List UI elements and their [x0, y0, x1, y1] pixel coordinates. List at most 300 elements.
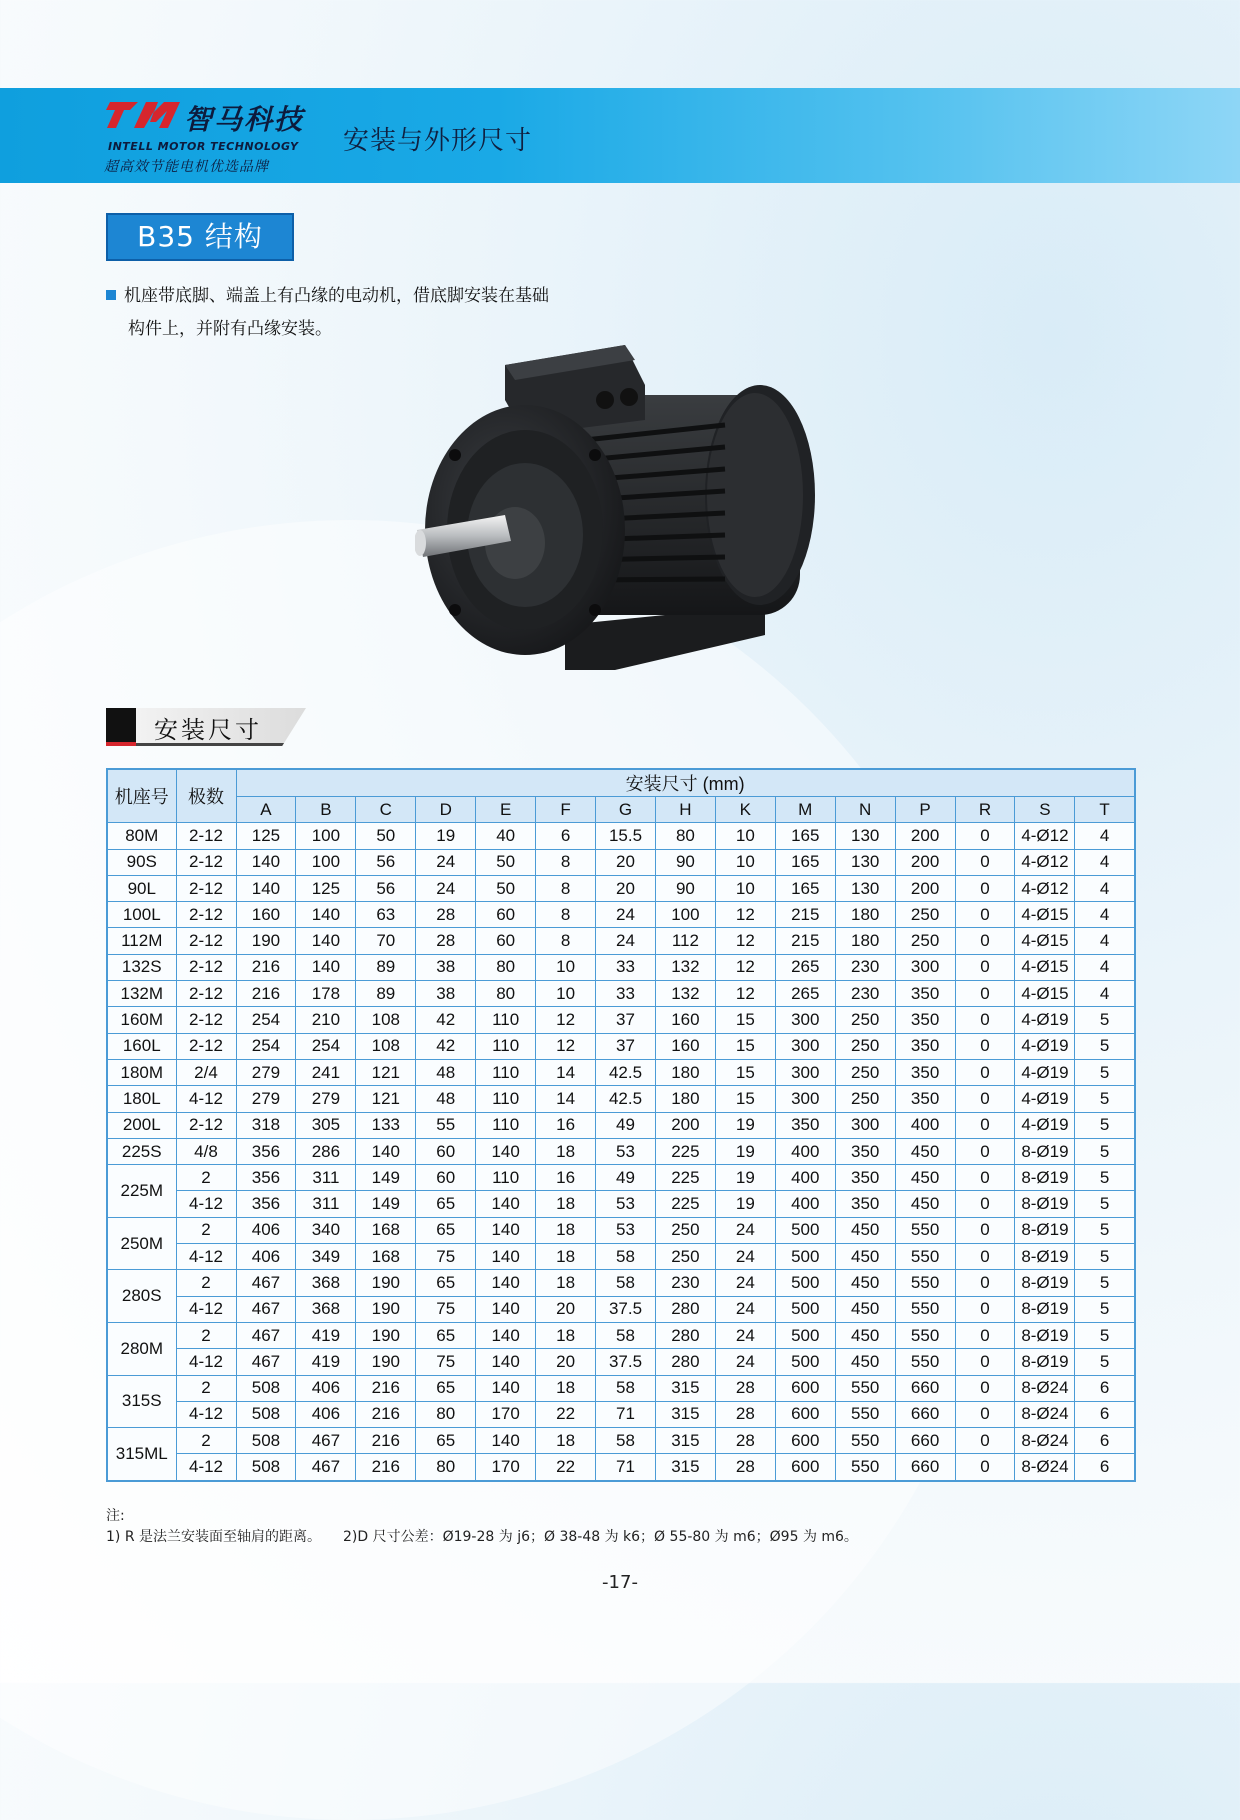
value-cell-B: 467	[296, 1454, 356, 1481]
value-cell-E: 110	[476, 1112, 536, 1138]
value-cell-P: 660	[895, 1401, 955, 1427]
column-header-R: R	[955, 797, 1015, 823]
value-cell-R: 0	[955, 1244, 1015, 1270]
value-cell-A: 254	[236, 1007, 296, 1033]
value-cell-P: 400	[895, 1112, 955, 1138]
table-row	[107, 1112, 1135, 1138]
poles-cell: 2-12	[176, 849, 236, 875]
value-cell-T: 6	[1075, 1428, 1135, 1454]
value-cell-K: 24	[715, 1270, 775, 1296]
value-cell-P: 200	[895, 823, 955, 849]
value-cell-F: 20	[536, 1296, 596, 1322]
value-cell-M: 500	[775, 1349, 835, 1375]
value-cell-D: 42	[416, 1007, 476, 1033]
value-cell-T: 5	[1075, 1270, 1135, 1296]
value-cell-T: 6	[1075, 1375, 1135, 1401]
column-header-H: H	[655, 797, 715, 823]
value-cell-A: 190	[236, 928, 296, 954]
value-cell-T: 5	[1075, 1296, 1135, 1322]
value-cell-K: 24	[715, 1244, 775, 1270]
value-cell-M: 300	[775, 1033, 835, 1059]
table-body	[107, 823, 1135, 1481]
value-cell-F: 12	[536, 1033, 596, 1059]
value-cell-P: 660	[895, 1375, 955, 1401]
value-cell-D: 28	[416, 902, 476, 928]
value-cell-C: 190	[356, 1349, 416, 1375]
value-cell-R: 0	[955, 928, 1015, 954]
value-cell-R: 0	[955, 1191, 1015, 1217]
value-cell-A: 160	[236, 902, 296, 928]
value-cell-D: 55	[416, 1112, 476, 1138]
value-cell-A: 356	[236, 1191, 296, 1217]
frame-cell: 180L	[107, 1086, 176, 1112]
note-1: 1) R 是法兰安装面至轴肩的距离。	[106, 1529, 321, 1545]
description-line-1: 机座带底脚、端盖上有凸缘的电动机，借底脚安装在基础	[124, 286, 549, 306]
page-header	[0, 88, 1240, 183]
value-cell-K: 12	[715, 981, 775, 1007]
value-cell-E: 140	[476, 1322, 536, 1348]
value-cell-E: 50	[476, 875, 536, 901]
value-cell-C: 216	[356, 1428, 416, 1454]
value-cell-F: 6	[536, 823, 596, 849]
value-cell-S: 4-Ø12	[1015, 875, 1075, 901]
value-cell-B: 125	[296, 875, 356, 901]
logo-mark-icon	[104, 98, 184, 132]
poles-cell: 2-12	[176, 1033, 236, 1059]
value-cell-S: 8-Ø19	[1015, 1244, 1075, 1270]
value-cell-T: 5	[1075, 1059, 1135, 1085]
value-cell-K: 19	[715, 1165, 775, 1191]
column-header-E: E	[476, 797, 536, 823]
table-header-row	[107, 769, 1135, 797]
value-cell-A: 508	[236, 1375, 296, 1401]
value-cell-A: 356	[236, 1165, 296, 1191]
table-row	[107, 1428, 1135, 1454]
value-cell-T: 4	[1075, 928, 1135, 954]
table-row	[107, 1244, 1135, 1270]
value-cell-D: 65	[416, 1375, 476, 1401]
value-cell-P: 550	[895, 1270, 955, 1296]
value-cell-R: 0	[955, 1375, 1015, 1401]
value-cell-A: 467	[236, 1322, 296, 1348]
value-cell-S: 8-Ø19	[1015, 1191, 1075, 1217]
value-cell-A: 467	[236, 1349, 296, 1375]
value-cell-F: 8	[536, 849, 596, 875]
value-cell-T: 5	[1075, 1191, 1135, 1217]
value-cell-C: 121	[356, 1059, 416, 1085]
value-cell-P: 660	[895, 1428, 955, 1454]
poles-cell: 4-12	[176, 1086, 236, 1112]
value-cell-E: 110	[476, 1086, 536, 1112]
value-cell-H: 80	[655, 823, 715, 849]
column-header-G: G	[596, 797, 656, 823]
value-cell-E: 140	[476, 1270, 536, 1296]
value-cell-C: 56	[356, 849, 416, 875]
poles-cell: 2	[176, 1375, 236, 1401]
value-cell-N: 250	[835, 1086, 895, 1112]
value-cell-D: 65	[416, 1322, 476, 1348]
value-cell-M: 400	[775, 1165, 835, 1191]
value-cell-D: 24	[416, 875, 476, 901]
column-header-N: N	[835, 797, 895, 823]
value-cell-E: 140	[476, 1138, 536, 1164]
value-cell-E: 60	[476, 928, 536, 954]
value-cell-R: 0	[955, 1165, 1015, 1191]
value-cell-B: 311	[296, 1165, 356, 1191]
value-cell-T: 5	[1075, 1165, 1135, 1191]
value-cell-E: 140	[476, 1375, 536, 1401]
poles-cell: 2-12	[176, 875, 236, 901]
value-cell-K: 28	[715, 1375, 775, 1401]
value-cell-R: 0	[955, 875, 1015, 901]
value-cell-G: 58	[596, 1375, 656, 1401]
value-cell-R: 0	[955, 1401, 1015, 1427]
value-cell-E: 140	[476, 1296, 536, 1322]
frame-cell: 180M	[107, 1059, 176, 1085]
description-line-2: 构件上，并附有凸缘安装。	[128, 319, 332, 339]
poles-cell: 4/8	[176, 1138, 236, 1164]
table-row	[107, 1033, 1135, 1059]
brand-logo	[104, 98, 324, 178]
poles-cell: 2/4	[176, 1059, 236, 1085]
value-cell-G: 24	[596, 928, 656, 954]
value-cell-G: 58	[596, 1244, 656, 1270]
value-cell-S: 8-Ø24	[1015, 1401, 1075, 1427]
value-cell-T: 4	[1075, 902, 1135, 928]
value-cell-P: 550	[895, 1244, 955, 1270]
value-cell-K: 19	[715, 1138, 775, 1164]
value-cell-D: 75	[416, 1349, 476, 1375]
value-cell-M: 215	[775, 902, 835, 928]
value-cell-K: 24	[715, 1217, 775, 1243]
value-cell-F: 18	[536, 1428, 596, 1454]
value-cell-K: 19	[715, 1191, 775, 1217]
value-cell-A: 279	[236, 1059, 296, 1085]
poles-cell: 2-12	[176, 1112, 236, 1138]
value-cell-F: 18	[536, 1138, 596, 1164]
value-cell-H: 280	[655, 1322, 715, 1348]
value-cell-S: 4-Ø12	[1015, 849, 1075, 875]
poles-cell: 2-12	[176, 954, 236, 980]
value-cell-P: 350	[895, 1033, 955, 1059]
value-cell-F: 18	[536, 1217, 596, 1243]
value-cell-D: 60	[416, 1138, 476, 1164]
table-row	[107, 875, 1135, 901]
value-cell-S: 8-Ø19	[1015, 1217, 1075, 1243]
value-cell-S: 8-Ø19	[1015, 1270, 1075, 1296]
value-cell-F: 16	[536, 1112, 596, 1138]
value-cell-C: 190	[356, 1296, 416, 1322]
value-cell-H: 200	[655, 1112, 715, 1138]
value-cell-M: 165	[775, 823, 835, 849]
value-cell-N: 550	[835, 1454, 895, 1481]
poles-cell: 2-12	[176, 928, 236, 954]
value-cell-P: 350	[895, 1007, 955, 1033]
value-cell-A: 508	[236, 1454, 296, 1481]
value-cell-C: 89	[356, 954, 416, 980]
value-cell-E: 80	[476, 954, 536, 980]
value-cell-S: 4-Ø15	[1015, 902, 1075, 928]
value-cell-P: 660	[895, 1454, 955, 1481]
value-cell-H: 250	[655, 1217, 715, 1243]
value-cell-E: 140	[476, 1244, 536, 1270]
value-cell-B: 349	[296, 1244, 356, 1270]
value-cell-B: 140	[296, 954, 356, 980]
value-cell-B: 419	[296, 1349, 356, 1375]
value-cell-P: 200	[895, 875, 955, 901]
value-cell-D: 75	[416, 1296, 476, 1322]
value-cell-N: 130	[835, 849, 895, 875]
value-cell-N: 450	[835, 1244, 895, 1270]
value-cell-K: 19	[715, 1112, 775, 1138]
value-cell-G: 58	[596, 1322, 656, 1348]
value-cell-C: 168	[356, 1217, 416, 1243]
value-cell-C: 121	[356, 1086, 416, 1112]
poles-cell: 4-12	[176, 1349, 236, 1375]
frame-cell: 112M	[107, 928, 176, 954]
value-cell-G: 33	[596, 954, 656, 980]
value-cell-K: 28	[715, 1454, 775, 1481]
value-cell-R: 0	[955, 1138, 1015, 1164]
value-cell-K: 10	[715, 849, 775, 875]
table-row	[107, 1349, 1135, 1375]
value-cell-M: 265	[775, 954, 835, 980]
table-row	[107, 1217, 1135, 1243]
value-cell-N: 350	[835, 1138, 895, 1164]
value-cell-B: 140	[296, 902, 356, 928]
value-cell-R: 0	[955, 1428, 1015, 1454]
value-cell-G: 49	[596, 1112, 656, 1138]
value-cell-C: 108	[356, 1033, 416, 1059]
frame-cell: 225S	[107, 1138, 176, 1164]
header-dimension-group: 安装尺寸 (mm)	[236, 769, 1135, 797]
value-cell-M: 600	[775, 1401, 835, 1427]
table-row	[107, 849, 1135, 875]
table-row	[107, 981, 1135, 1007]
value-cell-A: 140	[236, 875, 296, 901]
value-cell-G: 53	[596, 1191, 656, 1217]
value-cell-R: 0	[955, 1296, 1015, 1322]
value-cell-H: 100	[655, 902, 715, 928]
poles-cell: 2-12	[176, 823, 236, 849]
frame-cell: 90L	[107, 875, 176, 901]
value-cell-C: 56	[356, 875, 416, 901]
value-cell-N: 250	[835, 1059, 895, 1085]
value-cell-A: 356	[236, 1138, 296, 1164]
notes-label: 注:	[106, 1508, 125, 1524]
value-cell-N: 250	[835, 1007, 895, 1033]
frame-cell: 200L	[107, 1112, 176, 1138]
value-cell-P: 300	[895, 954, 955, 980]
poles-cell: 4-12	[176, 1296, 236, 1322]
value-cell-H: 132	[655, 981, 715, 1007]
value-cell-M: 500	[775, 1296, 835, 1322]
value-cell-G: 37.5	[596, 1296, 656, 1322]
value-cell-G: 42.5	[596, 1086, 656, 1112]
value-cell-H: 90	[655, 849, 715, 875]
value-cell-A: 508	[236, 1428, 296, 1454]
value-cell-B: 368	[296, 1296, 356, 1322]
value-cell-R: 0	[955, 954, 1015, 980]
value-cell-B: 406	[296, 1401, 356, 1427]
value-cell-P: 350	[895, 981, 955, 1007]
value-cell-K: 24	[715, 1349, 775, 1375]
value-cell-D: 38	[416, 981, 476, 1007]
poles-cell: 2	[176, 1428, 236, 1454]
value-cell-H: 90	[655, 875, 715, 901]
value-cell-A: 140	[236, 849, 296, 875]
installation-dimensions-table	[106, 768, 1136, 1482]
value-cell-H: 160	[655, 1033, 715, 1059]
value-cell-G: 24	[596, 902, 656, 928]
value-cell-S: 8-Ø24	[1015, 1375, 1075, 1401]
value-cell-K: 10	[715, 823, 775, 849]
value-cell-G: 49	[596, 1165, 656, 1191]
value-cell-N: 230	[835, 981, 895, 1007]
value-cell-M: 215	[775, 928, 835, 954]
value-cell-H: 280	[655, 1296, 715, 1322]
frame-cell: 280M	[107, 1322, 176, 1375]
value-cell-K: 12	[715, 902, 775, 928]
value-cell-P: 450	[895, 1191, 955, 1217]
value-cell-G: 42.5	[596, 1059, 656, 1085]
value-cell-T: 6	[1075, 1454, 1135, 1481]
value-cell-A: 125	[236, 823, 296, 849]
value-cell-B: 467	[296, 1428, 356, 1454]
bullet-icon	[106, 290, 116, 300]
frame-cell: 250M	[107, 1217, 176, 1270]
value-cell-N: 550	[835, 1375, 895, 1401]
value-cell-T: 5	[1075, 1349, 1135, 1375]
value-cell-S: 8-Ø19	[1015, 1296, 1075, 1322]
value-cell-T: 4	[1075, 849, 1135, 875]
poles-cell: 2-12	[176, 902, 236, 928]
value-cell-D: 75	[416, 1244, 476, 1270]
value-cell-F: 10	[536, 981, 596, 1007]
value-cell-E: 140	[476, 1217, 536, 1243]
frame-cell: 132S	[107, 954, 176, 980]
frame-cell: 280S	[107, 1270, 176, 1323]
value-cell-D: 19	[416, 823, 476, 849]
value-cell-T: 5	[1075, 1138, 1135, 1164]
table-row	[107, 1007, 1135, 1033]
value-cell-S: 4-Ø19	[1015, 1007, 1075, 1033]
value-cell-P: 550	[895, 1349, 955, 1375]
value-cell-C: 216	[356, 1454, 416, 1481]
value-cell-H: 315	[655, 1428, 715, 1454]
value-cell-G: 71	[596, 1401, 656, 1427]
value-cell-N: 450	[835, 1349, 895, 1375]
column-header-D: D	[416, 797, 476, 823]
value-cell-E: 80	[476, 981, 536, 1007]
value-cell-T: 5	[1075, 1033, 1135, 1059]
value-cell-M: 500	[775, 1217, 835, 1243]
value-cell-D: 65	[416, 1428, 476, 1454]
value-cell-R: 0	[955, 1270, 1015, 1296]
value-cell-N: 450	[835, 1217, 895, 1243]
value-cell-H: 250	[655, 1244, 715, 1270]
value-cell-K: 15	[715, 1059, 775, 1085]
value-cell-B: 406	[296, 1375, 356, 1401]
value-cell-M: 265	[775, 981, 835, 1007]
value-cell-H: 315	[655, 1375, 715, 1401]
value-cell-P: 350	[895, 1086, 955, 1112]
section-description	[106, 280, 666, 346]
value-cell-K: 12	[715, 928, 775, 954]
value-cell-N: 350	[835, 1191, 895, 1217]
value-cell-B: 419	[296, 1322, 356, 1348]
table-row	[107, 1401, 1135, 1427]
value-cell-C: 149	[356, 1191, 416, 1217]
value-cell-A: 406	[236, 1244, 296, 1270]
value-cell-M: 300	[775, 1086, 835, 1112]
value-cell-B: 100	[296, 823, 356, 849]
value-cell-T: 5	[1075, 1007, 1135, 1033]
table-row	[107, 902, 1135, 928]
table-row	[107, 1138, 1135, 1164]
poles-cell: 2	[176, 1270, 236, 1296]
value-cell-C: 140	[356, 1138, 416, 1164]
column-header-T: T	[1075, 797, 1135, 823]
value-cell-M: 600	[775, 1375, 835, 1401]
value-cell-R: 0	[955, 902, 1015, 928]
value-cell-N: 230	[835, 954, 895, 980]
value-cell-S: 4-Ø15	[1015, 928, 1075, 954]
value-cell-S: 8-Ø19	[1015, 1165, 1075, 1191]
value-cell-P: 250	[895, 902, 955, 928]
value-cell-S: 4-Ø12	[1015, 823, 1075, 849]
value-cell-F: 14	[536, 1059, 596, 1085]
value-cell-P: 550	[895, 1322, 955, 1348]
value-cell-M: 350	[775, 1112, 835, 1138]
value-cell-D: 80	[416, 1454, 476, 1481]
value-cell-M: 165	[775, 875, 835, 901]
table-row	[107, 1059, 1135, 1085]
value-cell-F: 14	[536, 1086, 596, 1112]
value-cell-C: 216	[356, 1401, 416, 1427]
value-cell-D: 65	[416, 1191, 476, 1217]
value-cell-G: 37	[596, 1033, 656, 1059]
frame-cell: 315S	[107, 1375, 176, 1428]
value-cell-A: 279	[236, 1086, 296, 1112]
frame-cell: 80M	[107, 823, 176, 849]
value-cell-P: 200	[895, 849, 955, 875]
value-cell-G: 53	[596, 1138, 656, 1164]
value-cell-S: 4-Ø15	[1015, 954, 1075, 980]
value-cell-D: 28	[416, 928, 476, 954]
value-cell-P: 450	[895, 1138, 955, 1164]
value-cell-F: 8	[536, 928, 596, 954]
value-cell-N: 450	[835, 1322, 895, 1348]
value-cell-N: 300	[835, 1112, 895, 1138]
value-cell-H: 160	[655, 1007, 715, 1033]
column-header-B: B	[296, 797, 356, 823]
table-row	[107, 1296, 1135, 1322]
value-cell-N: 250	[835, 1033, 895, 1059]
value-cell-S: 8-Ø19	[1015, 1138, 1075, 1164]
table-row	[107, 928, 1135, 954]
value-cell-M: 600	[775, 1454, 835, 1481]
table-row	[107, 1454, 1135, 1481]
value-cell-P: 550	[895, 1217, 955, 1243]
value-cell-E: 110	[476, 1007, 536, 1033]
value-cell-H: 280	[655, 1349, 715, 1375]
value-cell-N: 450	[835, 1270, 895, 1296]
value-cell-H: 112	[655, 928, 715, 954]
value-cell-A: 467	[236, 1270, 296, 1296]
value-cell-T: 4	[1075, 875, 1135, 901]
value-cell-F: 20	[536, 1349, 596, 1375]
